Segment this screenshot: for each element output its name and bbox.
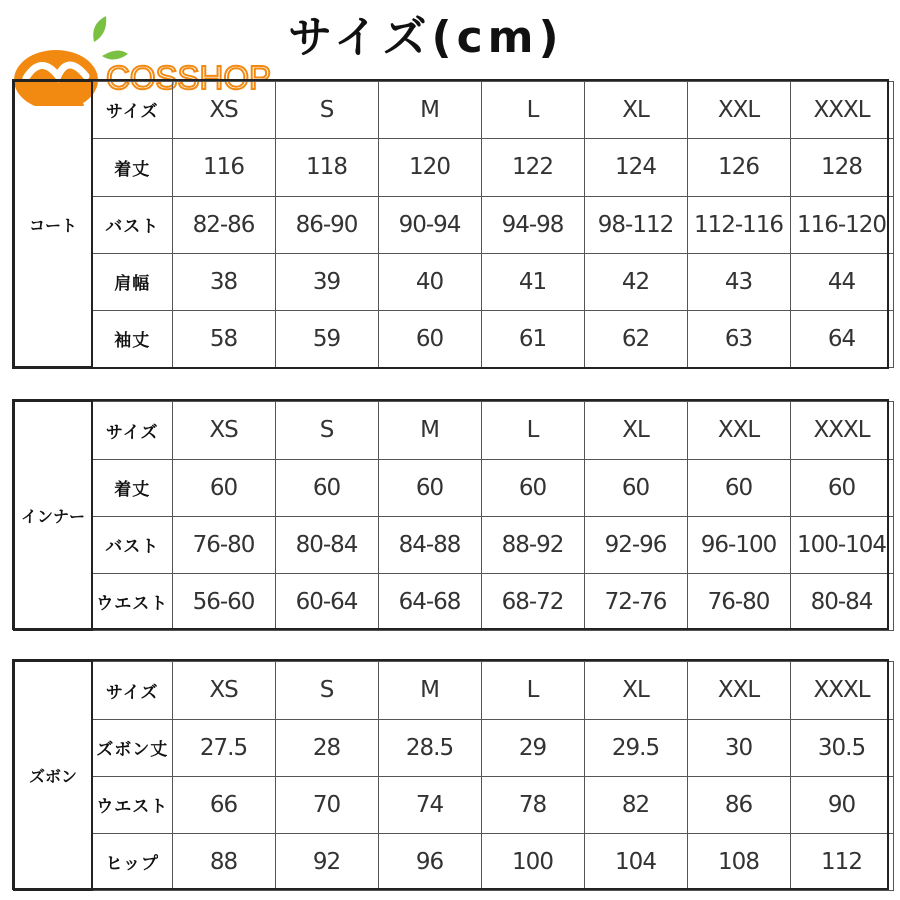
row-label: 袖丈 <box>92 310 172 367</box>
cell: XXXL <box>790 81 893 138</box>
group-label-coat: コート <box>14 81 92 367</box>
cell: 60 <box>378 459 481 516</box>
cell: 59 <box>275 310 378 367</box>
cell: 29.5 <box>584 719 687 776</box>
cell: 92-96 <box>584 516 687 573</box>
coat-size-table <box>13 80 894 368</box>
cell: 28.5 <box>378 719 481 776</box>
cell: 104 <box>584 833 687 890</box>
table-row <box>14 573 893 630</box>
cell: 94-98 <box>481 196 584 253</box>
cell: 100 <box>481 833 584 890</box>
cell: 60 <box>172 459 275 516</box>
cell: M <box>378 401 481 459</box>
cell: 60 <box>584 459 687 516</box>
row-label: サイズ <box>92 81 172 138</box>
cell: M <box>378 81 481 138</box>
table-row <box>14 253 893 310</box>
cell: 128 <box>790 138 893 196</box>
cell: XS <box>172 81 275 138</box>
cell: 84-88 <box>378 516 481 573</box>
cell: 86 <box>687 776 790 833</box>
cell: 60 <box>687 459 790 516</box>
cell: 96-100 <box>687 516 790 573</box>
cell: 82 <box>584 776 687 833</box>
cell: S <box>275 81 378 138</box>
cell: 42 <box>584 253 687 310</box>
cell: 82-86 <box>172 196 275 253</box>
logo-text: COSSHOP <box>106 59 272 96</box>
table-row <box>14 661 893 719</box>
cell: XS <box>172 401 275 459</box>
cell: 28 <box>275 719 378 776</box>
table-row <box>14 81 893 138</box>
cell: XXL <box>687 661 790 719</box>
cell: 58 <box>172 310 275 367</box>
table-row <box>14 719 893 776</box>
cell: 92 <box>275 833 378 890</box>
cell: 100-104 <box>790 516 893 573</box>
row-label: サイズ <box>92 401 172 459</box>
table-row <box>14 138 893 196</box>
cell: 80-84 <box>790 573 893 630</box>
row-label: バスト <box>92 516 172 573</box>
cell: 64-68 <box>378 573 481 630</box>
cell: 60 <box>378 310 481 367</box>
cell: 76-80 <box>687 573 790 630</box>
cell: 56-60 <box>172 573 275 630</box>
cell: XL <box>584 401 687 459</box>
cell: 108 <box>687 833 790 890</box>
cell: 44 <box>790 253 893 310</box>
row-label: ズボン丈 <box>92 719 172 776</box>
cell: L <box>481 81 584 138</box>
cell: 60 <box>275 459 378 516</box>
cell: 88-92 <box>481 516 584 573</box>
cell: 112-116 <box>687 196 790 253</box>
cell: XXXL <box>790 401 893 459</box>
cell: 60 <box>790 459 893 516</box>
table-row <box>14 196 893 253</box>
table-row <box>14 833 893 890</box>
cell: XXL <box>687 81 790 138</box>
cell: 40 <box>378 253 481 310</box>
cell: 116 <box>172 138 275 196</box>
cell: 122 <box>481 138 584 196</box>
cell: XXXL <box>790 661 893 719</box>
cell: M <box>378 661 481 719</box>
page-title: サイズ(cm) <box>288 12 564 63</box>
group-label-pants: ズボン <box>14 661 92 890</box>
cell: XL <box>584 81 687 138</box>
cell: 72-76 <box>584 573 687 630</box>
cell: 30 <box>687 719 790 776</box>
cell: 60 <box>481 459 584 516</box>
cell: 38 <box>172 253 275 310</box>
cell: 76-80 <box>172 516 275 573</box>
cell: L <box>481 661 584 719</box>
group-label-inner: インナー <box>14 401 92 630</box>
table-row <box>14 310 893 367</box>
cell: 68-72 <box>481 573 584 630</box>
row-label: ウエスト <box>92 573 172 630</box>
cell: 43 <box>687 253 790 310</box>
cell: 80-84 <box>275 516 378 573</box>
row-label: バスト <box>92 196 172 253</box>
row-label: 着丈 <box>92 138 172 196</box>
cell: 70 <box>275 776 378 833</box>
table-row <box>14 776 893 833</box>
inner-size-table <box>13 400 894 631</box>
cell: 78 <box>481 776 584 833</box>
cell: 98-112 <box>584 196 687 253</box>
cell: 126 <box>687 138 790 196</box>
cell: 116-120 <box>790 196 893 253</box>
cell: S <box>275 661 378 719</box>
cell: 64 <box>790 310 893 367</box>
cell: 41 <box>481 253 584 310</box>
cell: 63 <box>687 310 790 367</box>
row-label: サイズ <box>92 661 172 719</box>
cell: 30.5 <box>790 719 893 776</box>
row-label: ウエスト <box>92 776 172 833</box>
cell: S <box>275 401 378 459</box>
cell: 60-64 <box>275 573 378 630</box>
cell: 96 <box>378 833 481 890</box>
cell: 62 <box>584 310 687 367</box>
cell: 124 <box>584 138 687 196</box>
table-row <box>14 459 893 516</box>
cell: 112 <box>790 833 893 890</box>
cell: 74 <box>378 776 481 833</box>
cell: 39 <box>275 253 378 310</box>
cell: 90-94 <box>378 196 481 253</box>
cell: 61 <box>481 310 584 367</box>
pants-size-table <box>13 660 894 891</box>
cell: XL <box>584 661 687 719</box>
cell: XXL <box>687 401 790 459</box>
cell: 90 <box>790 776 893 833</box>
cell: XS <box>172 661 275 719</box>
cell: L <box>481 401 584 459</box>
cell: 66 <box>172 776 275 833</box>
row-label: ヒップ <box>92 833 172 890</box>
cell: 120 <box>378 138 481 196</box>
table-row <box>14 401 893 459</box>
cell: 86-90 <box>275 196 378 253</box>
cell: 29 <box>481 719 584 776</box>
cell: 118 <box>275 138 378 196</box>
row-label: 肩幅 <box>92 253 172 310</box>
cell: 88 <box>172 833 275 890</box>
cell: 27.5 <box>172 719 275 776</box>
table-row <box>14 516 893 573</box>
row-label: 着丈 <box>92 459 172 516</box>
